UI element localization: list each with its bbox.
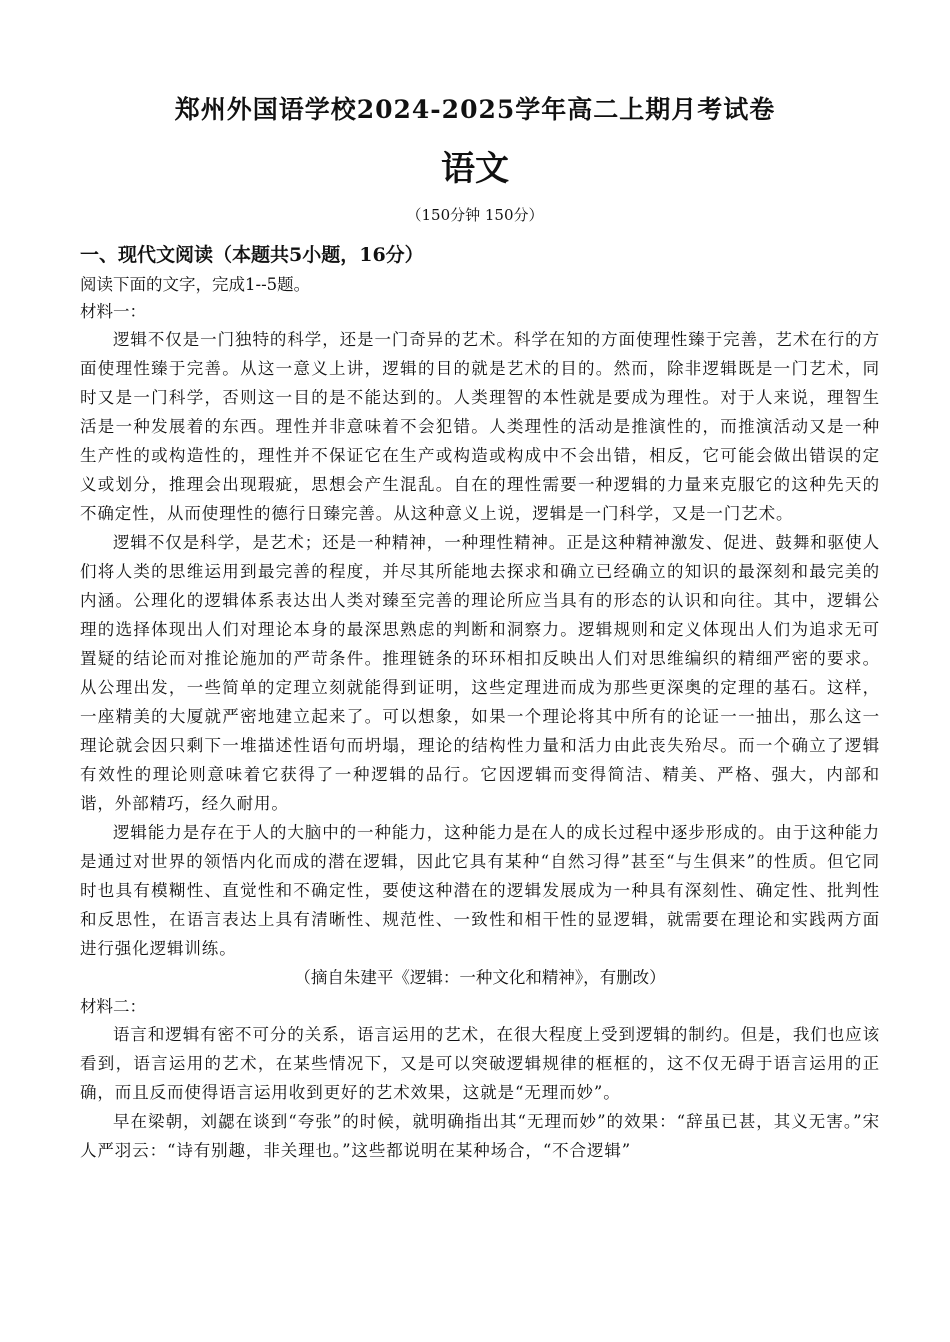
material-two-label: 材料二： (80, 997, 146, 1016)
material-one-label: 材料一： (80, 302, 146, 321)
material-two-paragraph: 语言和逻辑有密不可分的关系，语言运用的艺术，在很大程度上受到逻辑的制约。但是，我们也应该看到，语言运用的艺术，在某些情况下，又是可以突破逻辑规律的框框的，这不仅无碍于语言运用的正确，而且反而使得语言运用收到更好的艺术效果，这就是“无理而妙”。 (80, 1025, 880, 1102)
exam-title: 郑州外国语学校2024-2025学年高二上期月考试卷 (174, 95, 776, 124)
material-one-paragraph: 逻辑不仅是科学，是艺术；还是一种精神，一种理性精神。正是这种精神激发、促进、鼓舞和驱使人们将人类的思维运用到最完善的程度，并尽其所能地去探求和确立已经确立的知识的最深刻和最完美的内涵。公理化的逻辑体系表达出人类对臻至完善的理论所应当具有的形态的认识和向往。其中，逻辑公理的选择体现出人们对理论本身的最深思熟虑的判断和洞察力。逻辑规则和定义体现出人们为追求无可置疑的结论而对推论施加的严苛条件。推理链条的环环相扣反映出人们对思维编织的精细严密的要求。从公理出发，一些简单的定理立刻就能得到证明，这些定理进而成为那些更深奥的定理的基石。这样，一座精美的大厦就严密地建立起来了。可以想象，如果一个理论将其中所有的论证一一抽出，那么这一理论就会因只剩下一堆描述性语句而坍塌，理论的结构性力量和活力由此丧失殆尽。而一个确立了逻辑有效性的理论则意味着它获得了一种逻辑的品行。它因逻辑而变得简洁、精美、严格、强大，内部和谐，外部精巧，经久耐用。 (80, 533, 880, 813)
material-one-source: （摘自朱建平《逻辑：一种文化和精神》，有删改） (294, 968, 666, 987)
section-heading: 一、现代文阅读（本题共5小题，16分） (80, 244, 424, 266)
material-one-paragraph: 逻辑不仅是一门独特的科学，还是一门奇异的艺术。科学在知的方面使理性臻于完善，艺术在行的方面使理性臻于完善。从这一意义上讲，逻辑的目的就是艺术的目的。然而，除非逻辑既是一门艺术，同时又是一门科学，否则这一目的是不能达到的。人类理智的本性就是要成为理性。对于人来说，理智生活是一种发展着的东西。理性并非意味着不会犯错。人类理性的活动是推演性的，而推演活动又是一种生产性的或构造性的，理性并不保证它在生产或构造或构成中不会出错，相反，它可能会做出错误的定义或划分，推理会出现瑕疵，思想会产生混乱。自在的理性需要一种逻辑的力量来克服它的这种先天的不确定性，从而使理性的德行日臻完善。从这种意义上说，逻辑是一门科学，又是一门艺术。 (80, 330, 880, 523)
material-two-paragraph: 早在梁朝，刘勰在谈到“夸张”的时候，就明确指出其“无理而妙”的效果：“辞虽已甚，其义无害。”宋人严羽云：“诗有别趣，非关理也。”这些都说明在某种场合，“不合逻辑” (80, 1112, 880, 1160)
exam-meta: （150分钟 150分） (406, 206, 544, 224)
section-reading (80, 239, 880, 1165)
reading-instruction: 阅读下面的文字，完成1--5题。 (80, 275, 311, 294)
subject-title: 语文 (441, 149, 509, 189)
material-one-paragraph: 逻辑能力是存在于人的大脑中的一种能力，这种能力是在人的成长过程中逐步形成的。由于这种能力是通过对世界的领悟内化而成的潜在逻辑，因此它具有某种“自然习得”甚至“与生俱来”的性质。但它同时也具有模糊性、直觉性和不确定性，要使这种潜在的逻辑发展成为一种具有深刻性、确定性、批判性和反思性，在语言表达上具有清晰性、规范性、一致性和相干性的显逻辑，就需要在理论和实践两方面进行强化逻辑训练。 (80, 823, 880, 958)
